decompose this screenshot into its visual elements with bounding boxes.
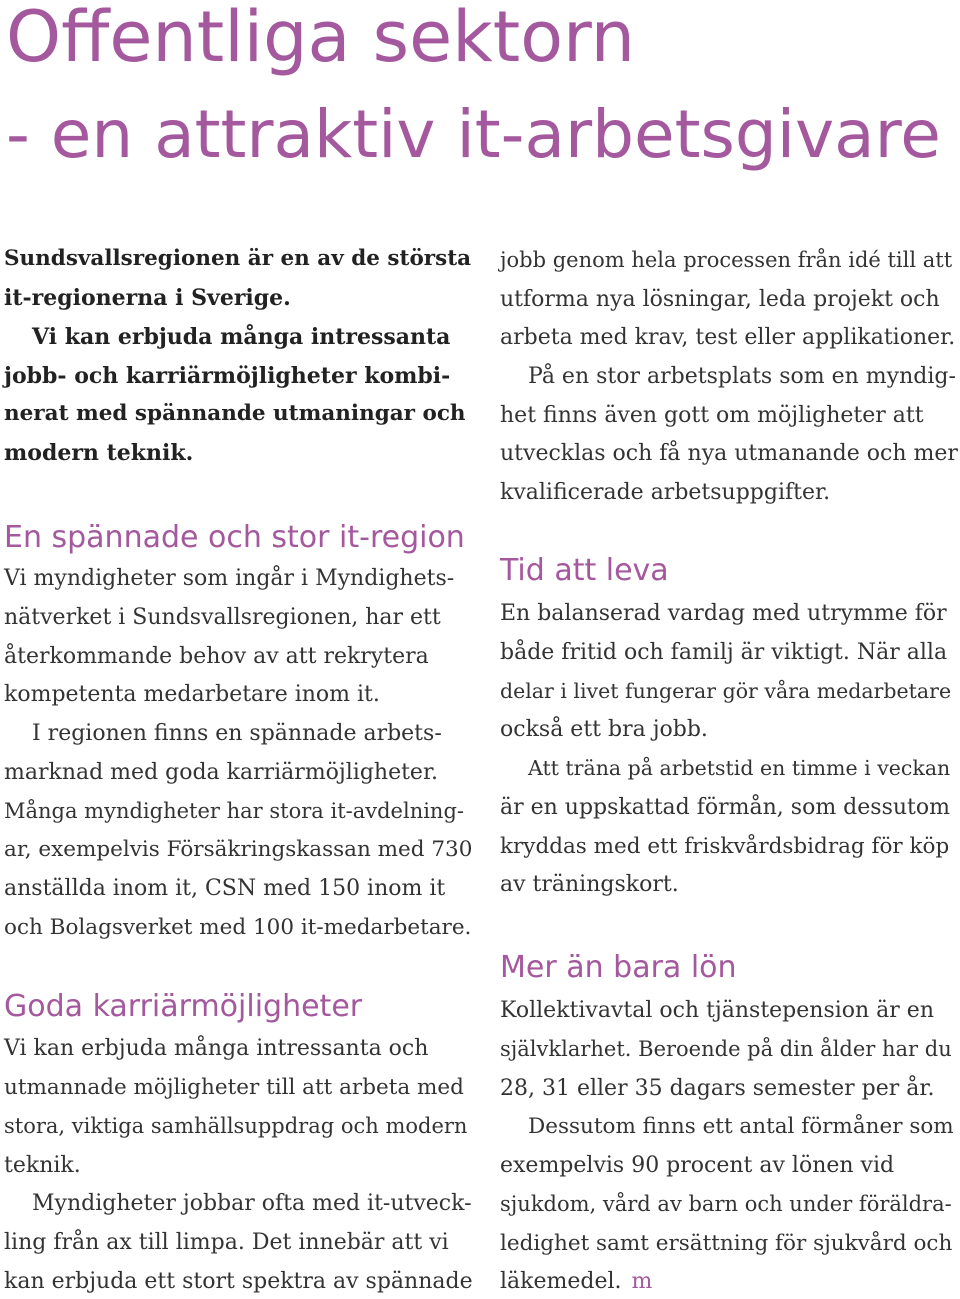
paragraph-line: Vi myndigheter som ingår i Myndighets- <box>4 566 455 591</box>
paragraph-line: En balanserad vardag med utrymme för <box>500 601 947 626</box>
intro-line: Vi kan erbjuda många intressanta <box>32 324 451 350</box>
intro-line: jobb- och karriärmöjligheter kombi- <box>4 363 451 389</box>
paragraph-line: kryddas med ett friskvårdsbidrag för köp <box>500 834 950 859</box>
paragraph-line: jobb genom hela processen från idé till att <box>500 248 953 272</box>
paragraph-line: återkommande behov av att rekrytera <box>4 644 429 669</box>
paragraph-line: 28, 31 eller 35 dagars semester per år. <box>500 1076 935 1101</box>
paragraph-line: kompetenta medarbetare inom it. <box>4 682 380 707</box>
paragraph-line: självklarhet. Beroende på din ålder har du <box>500 1037 952 1061</box>
paragraph-line: och Bolagsverket med 100 it-medarbetare. <box>4 915 472 940</box>
intro-line: Sundsvallsregionen är en av de största <box>4 246 472 271</box>
paragraph-line: också ett bra jobb. <box>500 717 708 742</box>
paragraph-line: ledighet samt ersättning för sjukvård och <box>500 1231 953 1256</box>
paragraph-line: delar i livet fungerar gör våra medarbetare <box>500 679 952 703</box>
paragraph-line: Kollektivavtal och tjänstepension är en <box>500 998 934 1023</box>
paragraph-line: Vi kan erbjuda många intressanta och <box>4 1036 429 1061</box>
section-heading-tid-att-leva: Tid att leva <box>500 553 669 588</box>
paragraph-line: kan erbjuda ett stort spektra av spännade <box>4 1269 473 1294</box>
paragraph-line: exempelvis 90 procent av lönen vid <box>500 1153 895 1178</box>
title-line-1: Offentliga sektorn <box>6 0 635 78</box>
section-heading-karriar: Goda karriärmöjligheter <box>4 989 363 1024</box>
paragraph-line: sjukdom, vård av barn och under föräldra- <box>500 1192 952 1216</box>
section-heading-mer-an-bara-lon: Mer än bara lön <box>500 950 737 985</box>
title-line-2: - en attraktiv it-arbetsgivare <box>6 96 941 173</box>
paragraph-line: av träningskort. <box>500 872 679 897</box>
paragraph-line: marknad med goda karriärmöjligheter. <box>4 760 439 785</box>
paragraph-line: nätverket i Sundsvallsregionen, har ett <box>4 605 441 630</box>
paragraph-line: arbeta med krav, test eller applikationer. <box>500 325 956 350</box>
paragraph-line: het finns även gott om möjligheter att <box>500 403 924 428</box>
paragraph-line: stora, viktiga samhällsuppdrag och modern <box>4 1114 468 1138</box>
paragraph-line: teknik. <box>4 1153 81 1178</box>
paragraph-line: är en uppskattad förmån, som dessutom <box>500 795 950 820</box>
section-heading-it-region: En spännade och stor it-region <box>4 520 465 555</box>
paragraph-line: anställda inom it, CSN med 150 inom it <box>4 876 446 901</box>
paragraph-line: ar, exempelvis Försäkringskassan med 730 <box>4 837 473 862</box>
paragraph-line: Många myndigheter har stora it-avdelning- <box>4 799 465 823</box>
intro-line: modern teknik. <box>4 440 194 466</box>
paragraph-line: I regionen finns en spännade arbets- <box>32 721 442 746</box>
paragraph-text: läkemedel. <box>500 1269 622 1294</box>
end-of-article-mark: m <box>631 1269 653 1294</box>
paragraph-line: utvecklas och få nya utmanande och mer <box>500 441 958 466</box>
intro-line: nerat med spännande utmaningar och <box>4 401 466 426</box>
paragraph-line: ling från ax till limpa. Det innebär att vi <box>4 1230 449 1255</box>
paragraph-line: Myndigheter jobbar ofta med it-utveck- <box>32 1191 472 1216</box>
paragraph-line: utforma nya lösningar, leda projekt och <box>500 287 940 312</box>
paragraph-line: både fritid och familj är viktigt. När alla <box>500 640 948 665</box>
intro-line: it-regionerna i Sverige. <box>4 285 291 311</box>
paragraph-line: På en stor arbetsplats som en myndig- <box>528 364 956 389</box>
paragraph-line-last <box>500 1271 652 1293</box>
paragraph-line: kvalificerade arbetsuppgifter. <box>500 480 831 505</box>
paragraph-line: utmannade möjligheter till att arbeta med <box>4 1075 464 1100</box>
paragraph-line: Att träna på arbetstid en timme i veckan <box>528 756 951 780</box>
paragraph-line: Dessutom finns ett antal förmåner som <box>528 1114 954 1139</box>
